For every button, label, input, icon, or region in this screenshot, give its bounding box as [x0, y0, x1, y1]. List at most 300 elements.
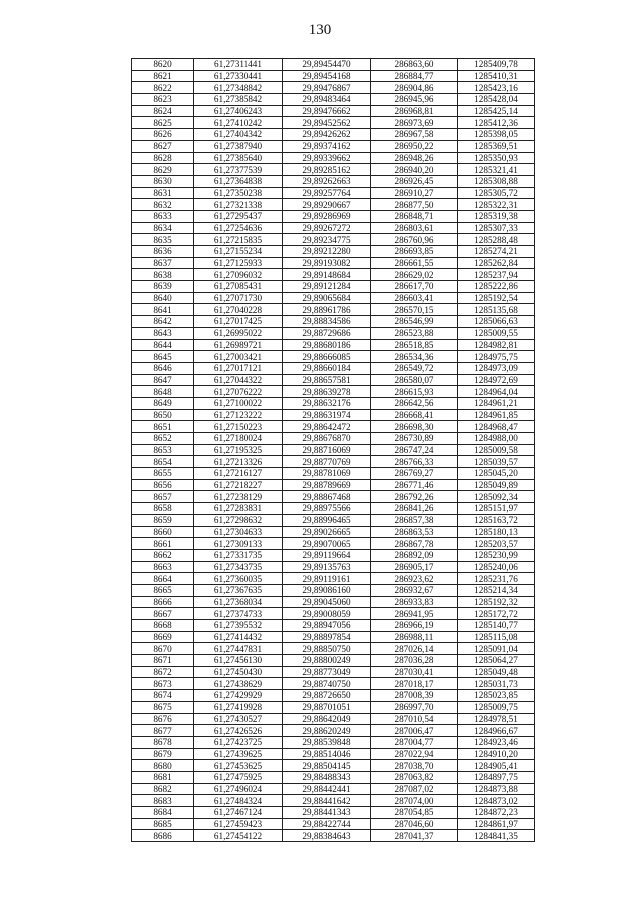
- y-coordinate-cell: 1285214,34: [458, 584, 535, 596]
- point-number-cell: 8635: [132, 234, 194, 246]
- x-coordinate-cell: 286940,20: [371, 164, 458, 176]
- longitude-cell: 29,89026665: [283, 526, 371, 538]
- y-coordinate-cell: 1285151,97: [458, 503, 535, 515]
- y-coordinate-cell: 1284978,51: [458, 713, 535, 725]
- latitude-cell: 61,27044322: [194, 374, 283, 386]
- latitude-cell: 61,27071730: [194, 292, 283, 304]
- x-coordinate-cell: 286698,30: [371, 421, 458, 433]
- longitude-cell: 29,88996465: [283, 514, 371, 526]
- point-number-cell: 8675: [132, 701, 194, 713]
- y-coordinate-cell: 1285305,72: [458, 187, 535, 199]
- y-coordinate-cell: 1285369,51: [458, 140, 535, 152]
- y-coordinate-cell: 1285023,85: [458, 690, 535, 702]
- latitude-cell: 61,27406243: [194, 105, 283, 117]
- x-coordinate-cell: 286792,26: [371, 491, 458, 503]
- x-coordinate-cell: 286848,71: [371, 210, 458, 222]
- y-coordinate-cell: 1284872,23: [458, 807, 535, 819]
- x-coordinate-cell: 286661,55: [371, 257, 458, 269]
- x-coordinate-cell: 286760,96: [371, 234, 458, 246]
- point-number-cell: 8677: [132, 725, 194, 737]
- y-coordinate-cell: 1285009,58: [458, 444, 535, 456]
- y-coordinate-cell: 1284873,02: [458, 795, 535, 807]
- point-number-cell: 8623: [132, 94, 194, 106]
- y-coordinate-cell: 1285192,54: [458, 292, 535, 304]
- longitude-cell: 29,89339662: [283, 152, 371, 164]
- page-number: 130: [308, 22, 332, 38]
- table-row: [132, 818, 535, 830]
- x-coordinate-cell: 287022,94: [371, 748, 458, 760]
- y-coordinate-cell: 1285425,14: [458, 105, 535, 117]
- longitude-cell: 29,88781069: [283, 468, 371, 480]
- longitude-cell: 29,89476867: [283, 82, 371, 94]
- y-coordinate-cell: 1285412,36: [458, 117, 535, 129]
- y-coordinate-cell: 1285409,78: [458, 59, 535, 71]
- table-row: [132, 292, 535, 304]
- table-row: [132, 526, 535, 538]
- y-coordinate-cell: 1285115,08: [458, 631, 535, 643]
- x-coordinate-cell: 287074,00: [371, 795, 458, 807]
- x-coordinate-cell: 287041,37: [371, 830, 458, 842]
- y-coordinate-cell: 1285308,88: [458, 175, 535, 187]
- point-number-cell: 8638: [132, 269, 194, 281]
- x-coordinate-cell: 286973,69: [371, 117, 458, 129]
- point-number-cell: 8678: [132, 736, 194, 748]
- longitude-cell: 29,88726650: [283, 690, 371, 702]
- x-coordinate-cell: 286771,46: [371, 479, 458, 491]
- y-coordinate-cell: 1285064,27: [458, 655, 535, 667]
- point-number-cell: 8661: [132, 538, 194, 550]
- point-number-cell: 8686: [132, 830, 194, 842]
- point-number-cell: 8636: [132, 246, 194, 258]
- longitude-cell: 29,89286969: [283, 210, 371, 222]
- table-row: [132, 795, 535, 807]
- longitude-cell: 29,88850750: [283, 643, 371, 655]
- x-coordinate-cell: 286747,24: [371, 444, 458, 456]
- y-coordinate-cell: 1285192,32: [458, 596, 535, 608]
- coordinates-table-body: [132, 59, 535, 842]
- latitude-cell: 61,27096032: [194, 269, 283, 281]
- y-coordinate-cell: 1285172,72: [458, 608, 535, 620]
- point-number-cell: 8640: [132, 292, 194, 304]
- table-row: [132, 514, 535, 526]
- longitude-cell: 29,89290667: [283, 199, 371, 211]
- point-number-cell: 8631: [132, 187, 194, 199]
- y-coordinate-cell: 1285288,48: [458, 234, 535, 246]
- table-row: [132, 362, 535, 374]
- y-coordinate-cell: 1285350,93: [458, 152, 535, 164]
- point-number-cell: 8651: [132, 421, 194, 433]
- point-number-cell: 8621: [132, 70, 194, 82]
- latitude-cell: 61,27367635: [194, 584, 283, 596]
- point-number-cell: 8625: [132, 117, 194, 129]
- x-coordinate-cell: 286923,62: [371, 573, 458, 585]
- coordinates-table: [131, 58, 535, 842]
- x-coordinate-cell: 286968,81: [371, 105, 458, 117]
- y-coordinate-cell: 1285045,20: [458, 468, 535, 480]
- latitude-cell: 61,27475925: [194, 771, 283, 783]
- point-number-cell: 8658: [132, 503, 194, 515]
- table-row: [132, 164, 535, 176]
- x-coordinate-cell: 287008,39: [371, 690, 458, 702]
- y-coordinate-cell: 1285262,84: [458, 257, 535, 269]
- table-row: [132, 246, 535, 258]
- x-coordinate-cell: 286967,58: [371, 129, 458, 141]
- x-coordinate-cell: 287038,70: [371, 760, 458, 772]
- table-row: [132, 199, 535, 211]
- latitude-cell: 61,27404342: [194, 129, 283, 141]
- longitude-cell: 29,88701051: [283, 701, 371, 713]
- latitude-cell: 61,27283831: [194, 503, 283, 515]
- x-coordinate-cell: 286988,11: [371, 631, 458, 643]
- x-coordinate-cell: 286629,02: [371, 269, 458, 281]
- table-row: [132, 771, 535, 783]
- x-coordinate-cell: 286841,26: [371, 503, 458, 515]
- table-row: [132, 374, 535, 386]
- table-row: [132, 456, 535, 468]
- x-coordinate-cell: 286603,41: [371, 292, 458, 304]
- point-number-cell: 8663: [132, 561, 194, 573]
- longitude-cell: 29,88631974: [283, 409, 371, 421]
- longitude-cell: 29,89119664: [283, 549, 371, 561]
- x-coordinate-cell: 286769,27: [371, 468, 458, 480]
- x-coordinate-cell: 286615,93: [371, 386, 458, 398]
- y-coordinate-cell: 1284972,69: [458, 374, 535, 386]
- longitude-cell: 29,88657581: [283, 374, 371, 386]
- longitude-cell: 29,89234775: [283, 234, 371, 246]
- latitude-cell: 61,27430527: [194, 713, 283, 725]
- y-coordinate-cell: 1284964,04: [458, 386, 535, 398]
- x-coordinate-cell: 286730,89: [371, 433, 458, 445]
- latitude-cell: 61,27496024: [194, 783, 283, 795]
- point-number-cell: 8662: [132, 549, 194, 561]
- longitude-cell: 29,88660184: [283, 362, 371, 374]
- longitude-cell: 29,88620249: [283, 725, 371, 737]
- table-row: [132, 316, 535, 328]
- point-number-cell: 8643: [132, 327, 194, 339]
- x-coordinate-cell: 287018,17: [371, 678, 458, 690]
- x-coordinate-cell: 286668,41: [371, 409, 458, 421]
- latitude-cell: 61,26989721: [194, 339, 283, 351]
- table-row: [132, 479, 535, 491]
- longitude-cell: 29,88632176: [283, 397, 371, 409]
- y-coordinate-cell: 1285237,94: [458, 269, 535, 281]
- point-number-cell: 8648: [132, 386, 194, 398]
- y-coordinate-cell: 1284841,35: [458, 830, 535, 842]
- x-coordinate-cell: 287006,47: [371, 725, 458, 737]
- latitude-cell: 61,27017425: [194, 316, 283, 328]
- longitude-cell: 29,88867468: [283, 491, 371, 503]
- latitude-cell: 61,27456130: [194, 655, 283, 667]
- x-coordinate-cell: 286867,78: [371, 538, 458, 550]
- latitude-cell: 61,27218227: [194, 479, 283, 491]
- longitude-cell: 29,88676870: [283, 433, 371, 445]
- point-number-cell: 8634: [132, 222, 194, 234]
- x-coordinate-cell: 286926,45: [371, 175, 458, 187]
- longitude-cell: 29,88897854: [283, 631, 371, 643]
- latitude-cell: 61,27331735: [194, 549, 283, 561]
- point-number-cell: 8681: [132, 771, 194, 783]
- y-coordinate-cell: 1285031,73: [458, 678, 535, 690]
- latitude-cell: 61,27330441: [194, 70, 283, 82]
- table-row: [132, 620, 535, 632]
- table-row: [132, 70, 535, 82]
- y-coordinate-cell: 1285398,05: [458, 129, 535, 141]
- table-row: [132, 491, 535, 503]
- table-row: [132, 433, 535, 445]
- latitude-cell: 61,27419928: [194, 701, 283, 713]
- point-number-cell: 8650: [132, 409, 194, 421]
- longitude-cell: 29,88514046: [283, 748, 371, 760]
- x-coordinate-cell: 286546,99: [371, 316, 458, 328]
- latitude-cell: 61,26995022: [194, 327, 283, 339]
- point-number-cell: 8671: [132, 655, 194, 667]
- point-number-cell: 8639: [132, 281, 194, 293]
- table-row: [132, 584, 535, 596]
- latitude-cell: 61,27454122: [194, 830, 283, 842]
- latitude-cell: 61,27076222: [194, 386, 283, 398]
- point-number-cell: 8642: [132, 316, 194, 328]
- longitude-cell: 29,88441343: [283, 807, 371, 819]
- table-row: [132, 222, 535, 234]
- latitude-cell: 61,27484324: [194, 795, 283, 807]
- table-row: [132, 82, 535, 94]
- latitude-cell: 61,27215835: [194, 234, 283, 246]
- table-row: [132, 666, 535, 678]
- y-coordinate-cell: 1284988,00: [458, 433, 535, 445]
- point-number-cell: 8665: [132, 584, 194, 596]
- y-coordinate-cell: 1284973,09: [458, 362, 535, 374]
- table-row: [132, 339, 535, 351]
- point-number-cell: 8655: [132, 468, 194, 480]
- latitude-cell: 61,27123222: [194, 409, 283, 421]
- latitude-cell: 61,27216127: [194, 468, 283, 480]
- longitude-cell: 29,89257764: [283, 187, 371, 199]
- x-coordinate-cell: 286904,86: [371, 82, 458, 94]
- latitude-cell: 61,27311441: [194, 59, 283, 71]
- longitude-cell: 29,89262663: [283, 175, 371, 187]
- y-coordinate-cell: 1285140,77: [458, 620, 535, 632]
- x-coordinate-cell: 286766,33: [371, 456, 458, 468]
- longitude-cell: 29,89070065: [283, 538, 371, 550]
- longitude-cell: 29,88975566: [283, 503, 371, 515]
- longitude-cell: 29,88488343: [283, 771, 371, 783]
- y-coordinate-cell: 1285009,75: [458, 701, 535, 713]
- table-row: [132, 736, 535, 748]
- table-row: [132, 269, 535, 281]
- point-number-cell: 8685: [132, 818, 194, 830]
- table-row: [132, 760, 535, 772]
- longitude-cell: 29,89476662: [283, 105, 371, 117]
- point-number-cell: 8682: [132, 783, 194, 795]
- latitude-cell: 61,27298632: [194, 514, 283, 526]
- latitude-cell: 61,27309133: [194, 538, 283, 550]
- point-number-cell: 8657: [132, 491, 194, 503]
- y-coordinate-cell: 1285203,57: [458, 538, 535, 550]
- x-coordinate-cell: 287030,41: [371, 666, 458, 678]
- longitude-cell: 29,88947056: [283, 620, 371, 632]
- latitude-cell: 61,27348842: [194, 82, 283, 94]
- longitude-cell: 29,88642049: [283, 713, 371, 725]
- point-number-cell: 8669: [132, 631, 194, 643]
- latitude-cell: 61,27364838: [194, 175, 283, 187]
- y-coordinate-cell: 1285322,31: [458, 199, 535, 211]
- latitude-cell: 61,27180024: [194, 433, 283, 445]
- x-coordinate-cell: 286642,56: [371, 397, 458, 409]
- y-coordinate-cell: 1284961,21: [458, 397, 535, 409]
- table-row: [132, 608, 535, 620]
- latitude-cell: 61,27100022: [194, 397, 283, 409]
- latitude-cell: 61,27459423: [194, 818, 283, 830]
- latitude-cell: 61,27238129: [194, 491, 283, 503]
- table-row: [132, 421, 535, 433]
- table-row: [132, 327, 535, 339]
- y-coordinate-cell: 1285092,34: [458, 491, 535, 503]
- longitude-cell: 29,89426262: [283, 129, 371, 141]
- longitude-cell: 29,89285162: [283, 164, 371, 176]
- latitude-cell: 61,27414432: [194, 631, 283, 643]
- latitude-cell: 61,27213326: [194, 456, 283, 468]
- y-coordinate-cell: 1285049,89: [458, 479, 535, 491]
- longitude-cell: 29,88740750: [283, 678, 371, 690]
- point-number-cell: 8641: [132, 304, 194, 316]
- table-row: [132, 351, 535, 363]
- x-coordinate-cell: 286863,53: [371, 526, 458, 538]
- longitude-cell: 29,89008059: [283, 608, 371, 620]
- x-coordinate-cell: 287063,82: [371, 771, 458, 783]
- table-row: [132, 210, 535, 222]
- latitude-cell: 61,27295437: [194, 210, 283, 222]
- y-coordinate-cell: 1285049,48: [458, 666, 535, 678]
- table-row: [132, 561, 535, 573]
- y-coordinate-cell: 1285066,63: [458, 316, 535, 328]
- x-coordinate-cell: 286518,85: [371, 339, 458, 351]
- longitude-cell: 29,89267272: [283, 222, 371, 234]
- x-coordinate-cell: 286933,83: [371, 596, 458, 608]
- x-coordinate-cell: 286803,61: [371, 222, 458, 234]
- table-row: [132, 409, 535, 421]
- table-row: [132, 117, 535, 129]
- point-number-cell: 8627: [132, 140, 194, 152]
- latitude-cell: 61,27343735: [194, 561, 283, 573]
- longitude-cell: 29,88961786: [283, 304, 371, 316]
- point-number-cell: 8679: [132, 748, 194, 760]
- point-number-cell: 8672: [132, 666, 194, 678]
- longitude-cell: 29,88773049: [283, 666, 371, 678]
- y-coordinate-cell: 1284975,75: [458, 351, 535, 363]
- x-coordinate-cell: 286580,07: [371, 374, 458, 386]
- table-row: [132, 59, 535, 71]
- longitude-cell: 29,88789669: [283, 479, 371, 491]
- y-coordinate-cell: 1284910,20: [458, 748, 535, 760]
- x-coordinate-cell: 286941,95: [371, 608, 458, 620]
- table-row: [132, 386, 535, 398]
- latitude-cell: 61,27254636: [194, 222, 283, 234]
- table-row: [132, 643, 535, 655]
- x-coordinate-cell: 286570,15: [371, 304, 458, 316]
- longitude-cell: 29,89135763: [283, 561, 371, 573]
- x-coordinate-cell: 286948,26: [371, 152, 458, 164]
- x-coordinate-cell: 286617,70: [371, 281, 458, 293]
- x-coordinate-cell: 286863,60: [371, 59, 458, 71]
- longitude-cell: 29,89086160: [283, 584, 371, 596]
- x-coordinate-cell: 286549,72: [371, 362, 458, 374]
- point-number-cell: 8683: [132, 795, 194, 807]
- point-number-cell: 8684: [132, 807, 194, 819]
- table-row: [132, 105, 535, 117]
- table-row: [132, 830, 535, 842]
- latitude-cell: 61,27155234: [194, 246, 283, 258]
- point-number-cell: 8649: [132, 397, 194, 409]
- y-coordinate-cell: 1285009,55: [458, 327, 535, 339]
- table-row: [132, 281, 535, 293]
- point-number-cell: 8660: [132, 526, 194, 538]
- table-row: [132, 725, 535, 737]
- table-row: [132, 140, 535, 152]
- longitude-cell: 29,88422744: [283, 818, 371, 830]
- table-row: [132, 596, 535, 608]
- point-number-cell: 8653: [132, 444, 194, 456]
- point-number-cell: 8656: [132, 479, 194, 491]
- y-coordinate-cell: 1285135,68: [458, 304, 535, 316]
- latitude-cell: 61,27447831: [194, 643, 283, 655]
- latitude-cell: 61,27387940: [194, 140, 283, 152]
- y-coordinate-cell: 1284961,85: [458, 409, 535, 421]
- longitude-cell: 29,88504145: [283, 760, 371, 772]
- point-number-cell: 8647: [132, 374, 194, 386]
- x-coordinate-cell: 287026,14: [371, 643, 458, 655]
- table-row: [132, 748, 535, 760]
- latitude-cell: 61,27453625: [194, 760, 283, 772]
- latitude-cell: 61,27321338: [194, 199, 283, 211]
- latitude-cell: 61,27395532: [194, 620, 283, 632]
- table-row: [132, 444, 535, 456]
- longitude-cell: 29,88770769: [283, 456, 371, 468]
- table-row: [132, 94, 535, 106]
- y-coordinate-cell: 1284982,81: [458, 339, 535, 351]
- point-number-cell: 8652: [132, 433, 194, 445]
- x-coordinate-cell: 286910,27: [371, 187, 458, 199]
- table-row: [132, 538, 535, 550]
- latitude-cell: 61,27085431: [194, 281, 283, 293]
- point-number-cell: 8667: [132, 608, 194, 620]
- x-coordinate-cell: 286877,50: [371, 199, 458, 211]
- table-row: [132, 304, 535, 316]
- x-coordinate-cell: 287046,60: [371, 818, 458, 830]
- latitude-cell: 61,27040228: [194, 304, 283, 316]
- longitude-cell: 29,89212280: [283, 246, 371, 258]
- x-coordinate-cell: 287036,28: [371, 655, 458, 667]
- point-number-cell: 8670: [132, 643, 194, 655]
- x-coordinate-cell: 287087,02: [371, 783, 458, 795]
- x-coordinate-cell: 286534,36: [371, 351, 458, 363]
- point-number-cell: 8676: [132, 713, 194, 725]
- y-coordinate-cell: 1285163,72: [458, 514, 535, 526]
- y-coordinate-cell: 1284873,88: [458, 783, 535, 795]
- table-row: [132, 468, 535, 480]
- longitude-cell: 29,89065684: [283, 292, 371, 304]
- point-number-cell: 8668: [132, 620, 194, 632]
- longitude-cell: 29,89045060: [283, 596, 371, 608]
- table-row: [132, 503, 535, 515]
- latitude-cell: 61,27377539: [194, 164, 283, 176]
- point-number-cell: 8620: [132, 59, 194, 71]
- longitude-cell: 29,89119161: [283, 573, 371, 585]
- x-coordinate-cell: 286966,19: [371, 620, 458, 632]
- longitude-cell: 29,88639278: [283, 386, 371, 398]
- table-row: [132, 549, 535, 561]
- y-coordinate-cell: 1285321,41: [458, 164, 535, 176]
- longitude-cell: 29,88716069: [283, 444, 371, 456]
